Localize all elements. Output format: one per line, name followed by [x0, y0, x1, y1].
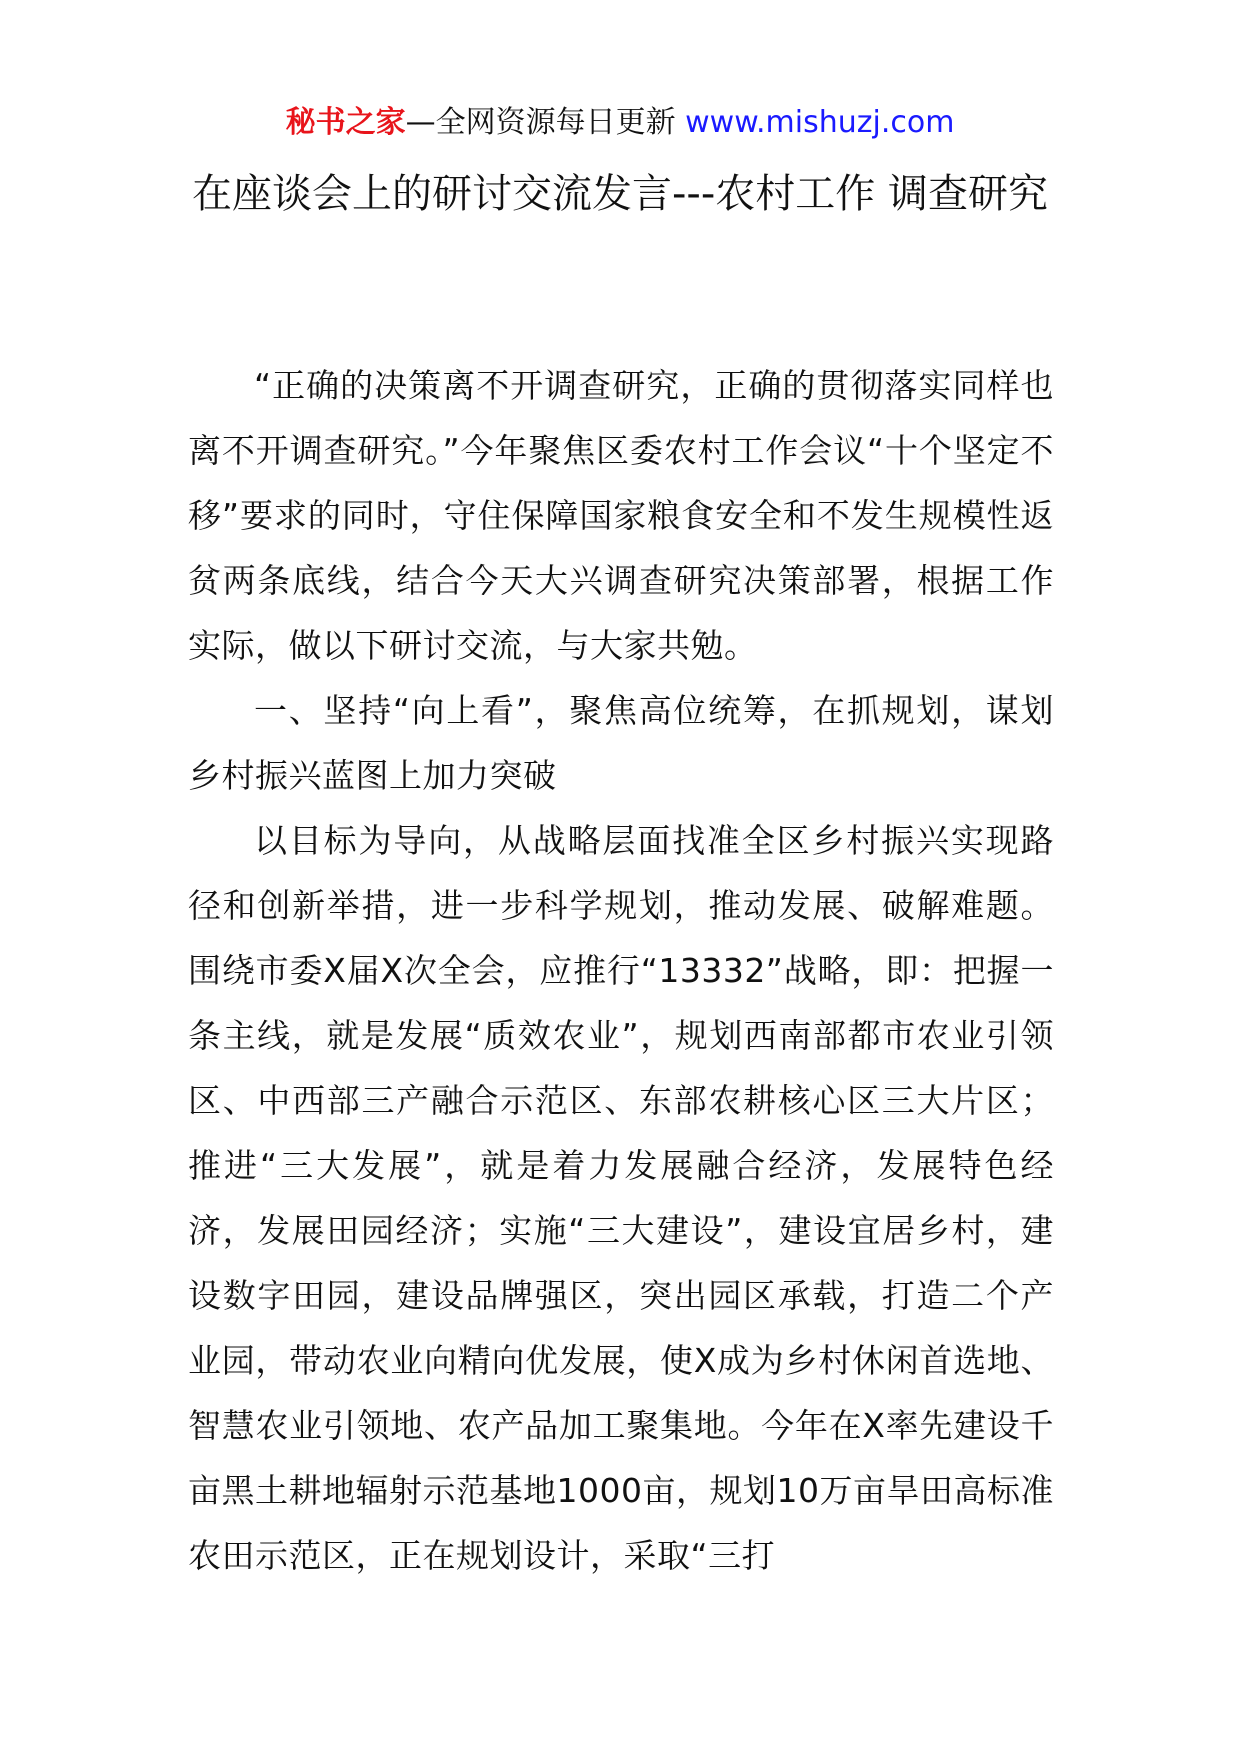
paragraph-section-1: 以目标为导向，从战略层面找准全区乡村振兴实现路径和创新举措，进一步科学规划，推动发展、破解难题。围绕市委X届X次全会，应推行“13332”战略，即：把握一条主线，就是发展“质效农业”，规划西南部都市农业引领区、中西部三产融合示范区、东部农耕核心区三大片区；推进“三大发展”，就是着力发展融合经济，发展特色经济，发展田园经济；实施“三大建设”，建设宜居乡村，建设数字田园，建设品牌强区，突出园区承载，打造二个产业园，带动农业向精向优发展，使X成为乡村休闲首选地、智慧农业引领地、农产品加工聚集地。今年在X率先建设千亩黑土耕地辐射示范基地1000亩，规划10万亩旱田高标准农田示范区，正在规划设计，采取“三打: [188, 821, 1054, 1575]
document-body: [188, 353, 1054, 1588]
banner-tagline: —全网资源每日更新: [405, 105, 676, 140]
site-url-link[interactable]: www.mishuzj.com: [685, 105, 955, 140]
site-banner: [0, 98, 1240, 148]
section-heading-1: 一、坚持“向上看”，聚焦高位统筹，在抓规划，谋划乡村振兴蓝图上加力突破: [188, 691, 1054, 795]
paragraph-intro: “正确的决策离不开调查研究，正确的贯彻落实同样也离不开调查研究。”今年聚焦区委农村工作会议“十个坚定不移”要求的同时，守住保障国家粮食安全和不发生规模性返贫两条底线，结合今天大兴调查研究决策部署，根据工作实际，做以下研讨交流，与大家共勉。: [188, 366, 1054, 665]
document-title: 在座谈会上的研讨交流发言---农村工作 调查研究: [191, 171, 1048, 217]
brand-name: 秘书之家: [285, 105, 406, 140]
